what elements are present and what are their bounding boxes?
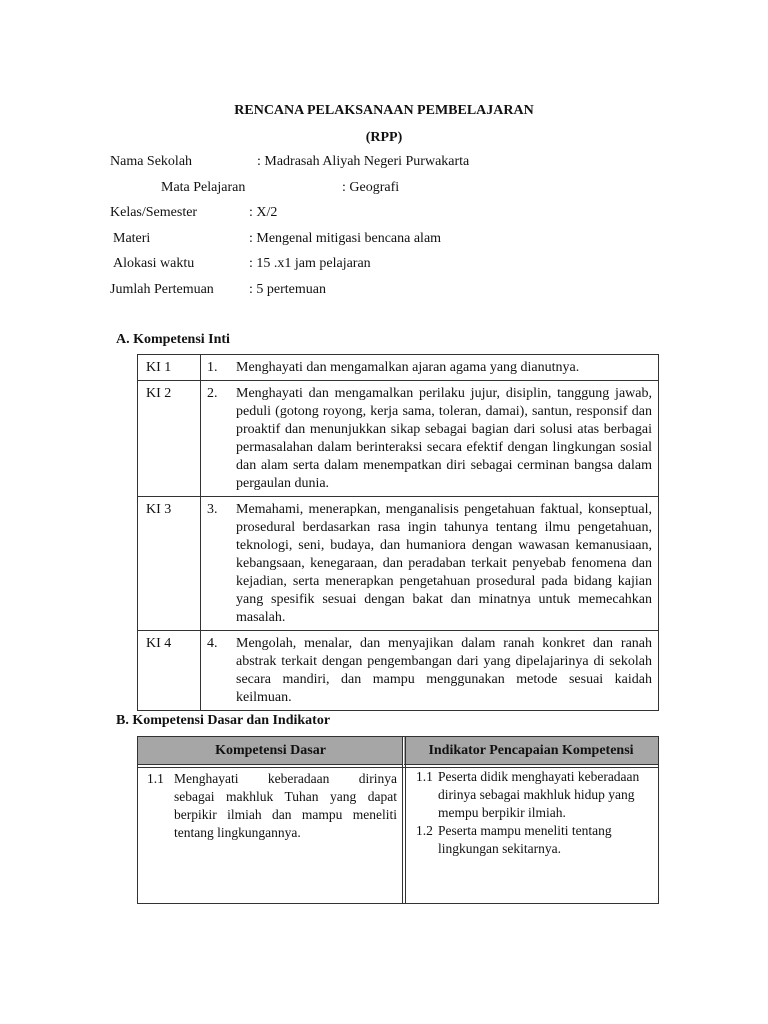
meetings-label: Jumlah Pertemuan	[110, 282, 214, 297]
kd-item	[147, 770, 397, 842]
indicator-number: 1.2	[416, 823, 433, 838]
section-a-heading: A. Kompetensi Inti	[116, 332, 230, 347]
meetings-value: : 5 pertemuan	[249, 282, 326, 297]
table-row	[138, 631, 659, 711]
indicator-list	[416, 768, 652, 858]
page-title: RENCANA PELAKSANAAN PEMBELAJARAN	[234, 103, 534, 118]
subject-value: : Geografi	[342, 180, 400, 195]
kd-text: sebagai makhluk Tuhan yang dapat berpikir ilmiah dan mampu meneliti tentang lingkungannya.	[174, 789, 397, 840]
class-value: : X/2	[249, 205, 278, 220]
kd-number: 1.1	[147, 771, 164, 786]
kompetensi-dasar-table	[137, 736, 659, 904]
ki-code: KI 3	[138, 497, 201, 631]
list-item	[416, 768, 652, 822]
column-header-kd: Kompetensi Dasar	[138, 737, 403, 765]
ki-cell	[201, 355, 659, 381]
table-row	[138, 381, 659, 497]
section-b-heading: B. Kompetensi Dasar dan Indikator	[116, 713, 331, 728]
kd-text-first-line: Menghayati keberadaan dirinya	[174, 771, 397, 786]
ki-text: Mengolah, menalar, dan menyajikan dalam ranah konkret dan ranah abstrak terkait dengan pengembangan dari yang dipelajarinya di sekolah secara mandiri, dan mampu menggunakan metode sesuai kaidah keilmuan.	[236, 636, 652, 705]
class-label: Kelas/Semester	[110, 205, 198, 220]
table-row	[138, 497, 659, 631]
indicator-number: 1.1	[416, 769, 433, 784]
ki-number: 3.	[207, 502, 218, 517]
ki-text: Menghayati dan mengamalkan perilaku jujur, disiplin, tanggung jawab, peduli (gotong royong, kerja sama, toleran, damai), santun, responsif dan proaktif dan menunjukkan sikap sebagai bagian dari solusi atas berbagai permasalahan dalam berinteraksi secara efektif dengan lingkungan sosial dan alam serta dalam menempatkan diri sebagai cerminan bangsa dalam pergaulan dunia.	[236, 386, 652, 491]
indicator-text: Peserta didik menghayati keberadaan dirinya sebagai makhluk hidup yang mempu berpikir ilmiah.	[438, 769, 640, 820]
ki-code: KI 2	[138, 381, 201, 497]
ki-text: Memahami, menerapkan, menganalisis pengetahuan faktual, konseptual, prosedural berdasarkan rasa ingin tahunya tentang ilmu pengetahuan, teknologi, seni, budaya, dan humaniora dengan wawasan kemanusiaan, kebangsaan, kenegaraan, dan peradaban terkait penyebab fenomena dan kejadian, serta menerapkan pengetahuan prosedural pada bidang kajian yang spesifik sesuai dengan bakat dan minatnya untuk memecahkan masalah.	[236, 502, 652, 625]
ki-number: 1.	[207, 360, 218, 375]
school-value: : Madrasah Aliyah Negeri Purwakarta	[257, 154, 470, 169]
column-divider	[405, 737, 406, 903]
time-label: Alokasi waktu	[113, 256, 195, 271]
time-value: : 15 .x1 jam pelajaran	[249, 256, 371, 271]
material-label: Materi	[113, 231, 151, 246]
ki-code: KI 1	[138, 355, 201, 381]
page-subtitle: (RPP)	[365, 130, 403, 145]
column-divider	[402, 737, 403, 903]
ki-cell	[201, 381, 659, 497]
list-item	[416, 822, 652, 858]
subject-label: Mata Pelajaran	[161, 180, 246, 195]
kompetensi-inti-table	[137, 354, 659, 711]
school-label: Nama Sekolah	[110, 154, 193, 169]
ki-number: 4.	[207, 636, 218, 651]
ki-text: Menghayati dan mengamalkan ajaran agama yang dianutnya.	[236, 360, 580, 375]
column-header-indikator: Indikator Pencapaian Kompetensi	[404, 737, 658, 765]
indicator-text: Peserta mampu meneliti tentang lingkungan sekitarnya.	[438, 823, 612, 856]
ki-number: 2.	[207, 386, 218, 401]
ki-cell	[201, 631, 659, 711]
ki-code: KI 4	[138, 631, 201, 711]
material-value: : Mengenal mitigasi bencana alam	[249, 231, 442, 246]
ki-cell	[201, 497, 659, 631]
table-row	[138, 355, 659, 381]
